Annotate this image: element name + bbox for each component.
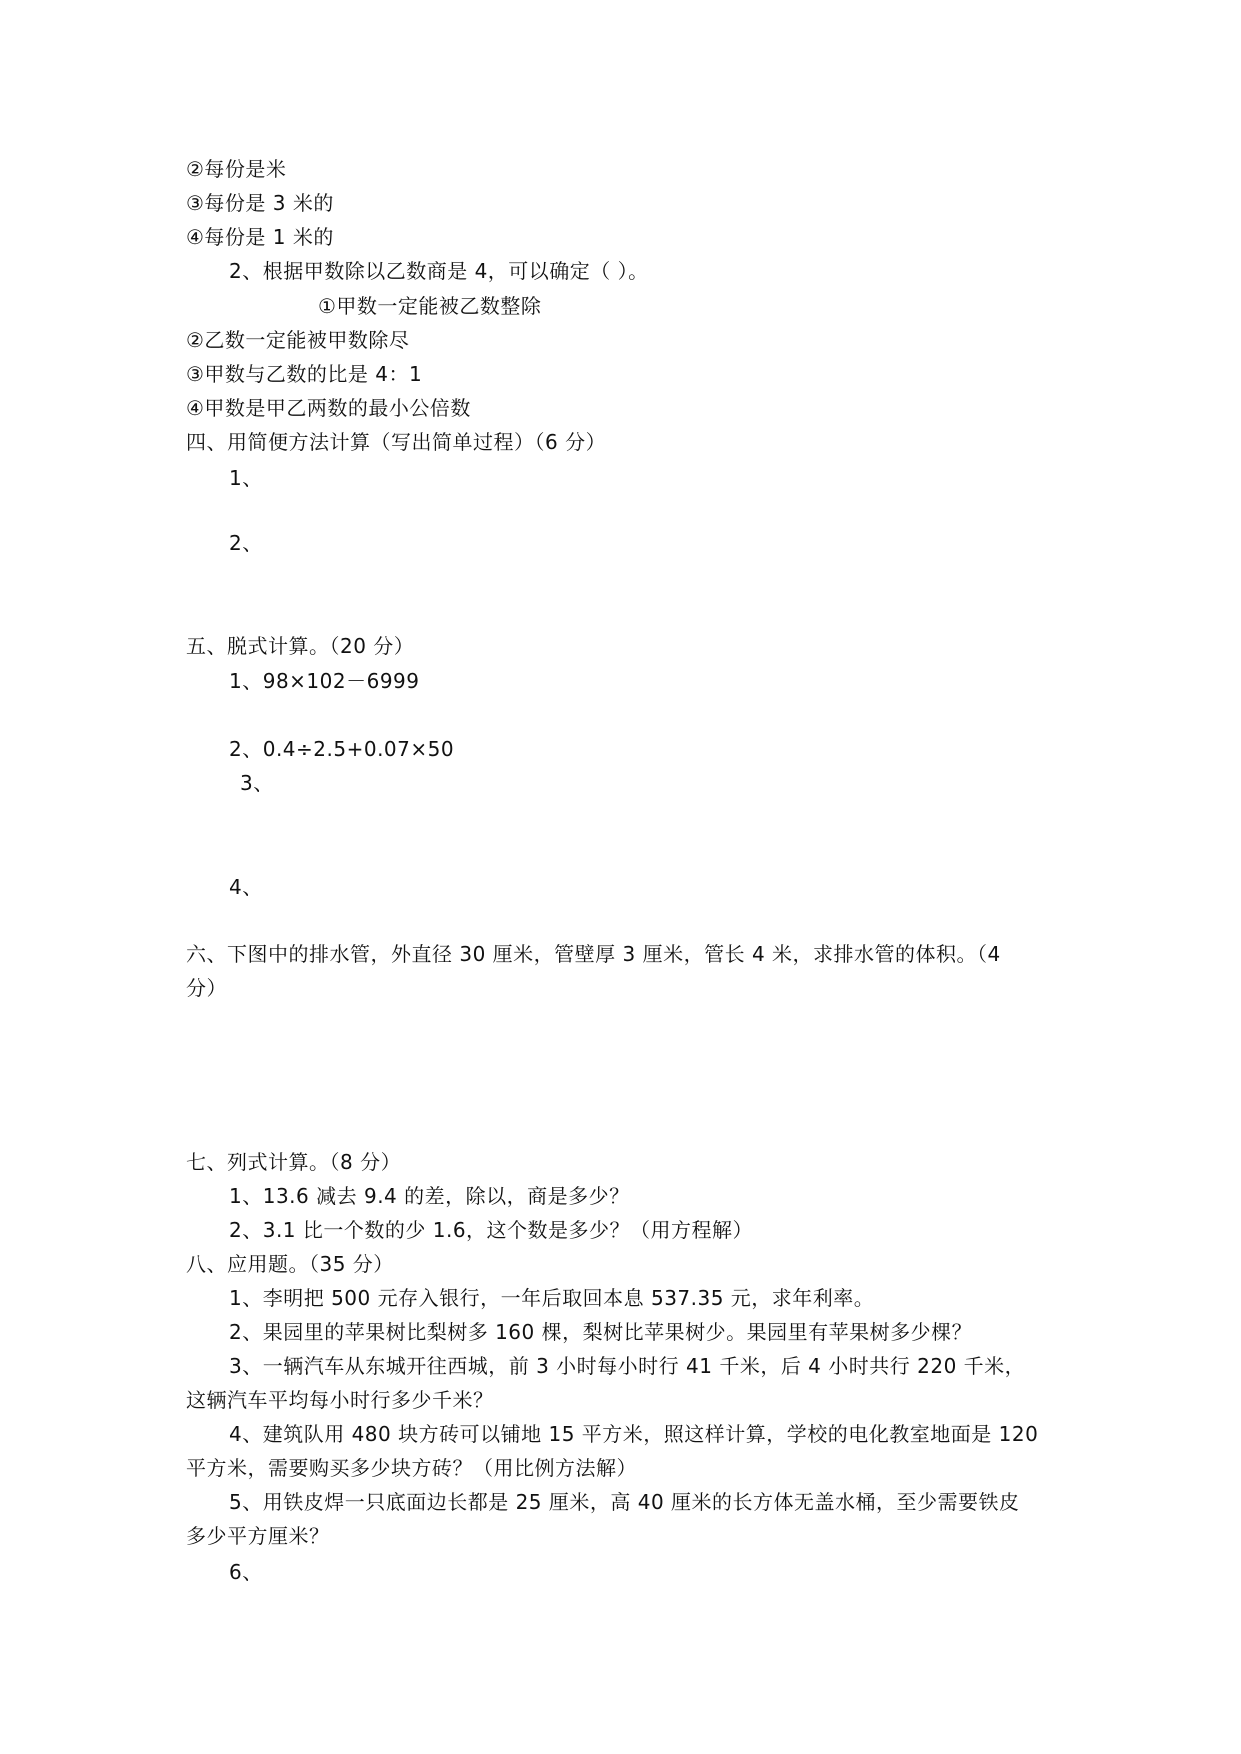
q2-option-2: ②乙数一定能被甲数除尽 [186, 328, 410, 352]
section-7-heading: 七、列式计算。（8 分） [186, 1150, 402, 1174]
section-8-heading: 八、应用题。（35 分） [186, 1252, 394, 1276]
section-8-q5-line-1: 5、用铁皮焊一只底面边长都是 25 厘米，高 40 厘米的长方体无盖水桶，至少需要铁皮 [229, 1490, 1020, 1514]
section-8-q4-line-2: 平方米，需要购买多少块方砖？（用比例方法解） [186, 1456, 637, 1480]
q1-option-4: ④每份是 1 米的 [186, 225, 334, 249]
section-4-item-1: 1、 [229, 466, 263, 490]
section-8-q1: 1、李明把 500 元存入银行，一年后取回本息 537.35 元，求年利率。 [229, 1286, 875, 1310]
section-6-line-2: 分） [186, 976, 227, 1000]
section-8-q3-line-2: 这辆汽车平均每小时行多少千米？ [186, 1388, 494, 1412]
question-2: 2、根据甲数除以乙数商是 4，可以确定（ ）。 [229, 259, 649, 283]
q1-option-3: ③每份是 3 米的 [186, 191, 334, 215]
section-5-heading: 五、脱式计算。（20 分） [186, 634, 415, 658]
section-4-heading: 四、用简便方法计算（写出简单过程）（6 分） [186, 430, 607, 454]
section-8-q6: 6、 [229, 1560, 263, 1584]
section-7-item-1: 1、13.6 减去 9.4 的差，除以，商是多少？ [229, 1184, 630, 1208]
section-8-q4-line-1: 4、建筑队用 480 块方砖可以铺地 15 平方米，照这样计算，学校的电化教室地面是 120 [229, 1422, 1039, 1446]
section-7-item-2: 2、3.1 比一个数的少 1.6，这个数是多少？（用方程解） [229, 1218, 754, 1242]
section-6-line-1: 六、下图中的排水管，外直径 30 厘米，管壁厚 3 厘米，管长 4 米，求排水管的体积。（4 [186, 942, 1001, 966]
q1-option-2: ②每份是米 [186, 157, 287, 181]
section-8-q5-line-2: 多少平方厘米？ [186, 1524, 330, 1548]
section-5-item-4: 4、 [229, 875, 263, 899]
section-8-q2: 2、果园里的苹果树比梨树多 160 棵，梨树比苹果树少。果园里有苹果树多少棵？ [229, 1320, 973, 1344]
q2-option-3: ③甲数与乙数的比是 4：1 [186, 362, 423, 386]
section-5-item-3: 3、 [240, 771, 274, 795]
q2-option-1: ①甲数一定能被乙数整除 [318, 294, 542, 318]
section-5-item-1: 1、98×102－6999 [229, 669, 420, 693]
section-8-q3-line-1: 3、一辆汽车从东城开往西城，前 3 小时每小时行 41 千米，后 4 小时共行 220 千米， [229, 1354, 1026, 1378]
section-5-item-2: 2、0.4÷2.5+0.07×50 [229, 737, 455, 761]
section-4-item-2: 2、 [229, 531, 263, 555]
q2-option-4: ④甲数是甲乙两数的最小公倍数 [186, 396, 471, 420]
